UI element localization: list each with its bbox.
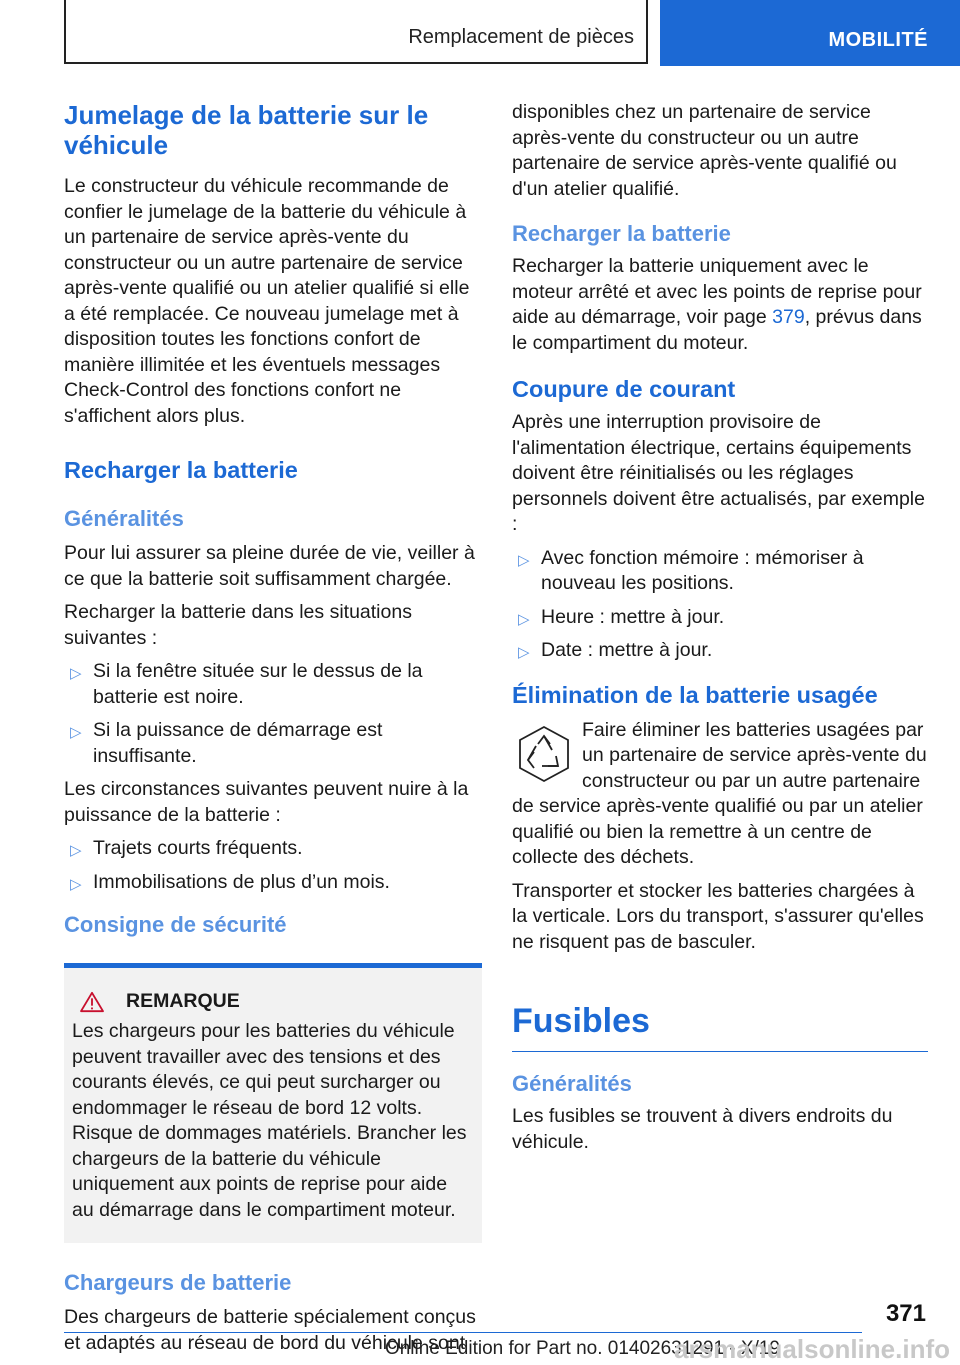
- triangle-bullet-icon: ▷: [518, 551, 530, 569]
- right-column: [512, 100, 928, 1163]
- paragraph-elimination-2: Transporter et stocker les batteries chargées à la verticale. Lors du transport, s'assurer qu'elles ne risquent pas de basculer.: [512, 879, 924, 953]
- chapter-title: Remplacement de pièces: [408, 26, 634, 48]
- list-item: ▷ Immobilisations de plus d’un mois.: [64, 870, 482, 896]
- heading-jumelage: Jumelage de la batterie sur le véhicule: [64, 100, 429, 160]
- triangle-bullet-icon: ▷: [70, 724, 82, 741]
- paragraph-continuation: disponibles chez un partenaire de service après-vente du constructeur ou un autre partenaire de service après-vente qualifié ou d'un atelier qualifié.: [512, 101, 897, 200]
- triangle-bullet-icon: ▷: [70, 665, 82, 682]
- triangle-bullet-icon: ▷: [70, 842, 82, 859]
- paragraph-generalites-1: Pour lui assurer sa pleine durée de vie, veiller à ce que la batterie soit suffisamment chargée.: [64, 542, 475, 590]
- recycle-icon: [514, 724, 574, 784]
- paragraph-chargeurs: Des chargeurs de batterie spécialement conçus et adaptés au réseau de bord du véhicule sont: [64, 1306, 476, 1354]
- page-reference-link[interactable]: 379: [772, 306, 805, 328]
- heading-recharger: Recharger la batterie: [64, 457, 298, 483]
- section-tab: [660, 0, 960, 66]
- paragraph-fusibles: Les fusibles se trouvent à divers endroits du véhicule.: [512, 1105, 893, 1153]
- heading-coupure: Coupure de courant: [512, 376, 736, 402]
- list-item: ▷ Si la puissance de démarrage est insuffisante.: [70, 719, 383, 767]
- warning-note: [64, 963, 482, 1243]
- paragraph-coupure: Après une interruption provisoire de l'alimentation électrique, certains équipements doivent être réinitialisés ou les réglages personnels doivent être actualisés, par exemple :: [512, 411, 925, 535]
- page-footer: [0, 1270, 960, 1362]
- paragraph-elimination-1: Faire éliminer les batteries usagées par un partenaire de service après-vente du constructeur ou par un autre partenaire de service après-vente qualifié ou par un atelier qualifié ou bien la remettre à un centre de collecte des déchets.: [512, 718, 927, 868]
- heading-generalites: Généralités: [64, 506, 184, 531]
- fusibles-heading-block: [512, 1001, 928, 1052]
- paragraph-recharger-2: Recharger la batterie uniquement avec le moteur arrêté et avec les points de reprise pour aide au démarrage, voir page 379, prévus dans le compartiment du moteur.: [512, 255, 922, 354]
- list-item: ▷ Date : mettre à jour.: [512, 638, 928, 664]
- watermark: arsmanualsonline.info: [674, 1334, 950, 1364]
- list-situations: [64, 659, 482, 769]
- paragraph-jumelage: Le constructeur du véhicule recommande de confier le jumelage de la batterie du véhicule à un partenaire de service après-vente du constructeur ou un autre partenaire de service après-vente qualifié ou un atelier qualifié si elle a été remplacée. Ce nouveau jumelage met à disposition toutes les fonctions confort de manière illimitée et les éventuels messages Check-Control des fonctions confort ne s'affichent alors plus.: [64, 175, 470, 427]
- heading-chargeurs: Chargeurs de batterie: [64, 1270, 292, 1295]
- elimination-block: [512, 718, 928, 879]
- list-circonstances: [64, 836, 482, 895]
- paragraph-generalites-2: Recharger la batterie dans les situations suivantes :: [64, 601, 412, 649]
- triangle-bullet-icon: ▷: [518, 610, 530, 628]
- warning-triangle-icon: [78, 991, 106, 1013]
- page-header: [0, 0, 960, 66]
- footer-divider: [64, 1332, 862, 1333]
- heading-elimination: Élimination de la batterie usagée: [512, 681, 878, 708]
- list-item: ▷ Trajets courts fréquents.: [64, 836, 482, 862]
- left-column: [64, 100, 482, 1364]
- paragraph-circonstances: Les circonstances suivantes peuvent nuire à la puissance de la batterie :: [64, 778, 469, 826]
- list-item: ▷ Si la fenêtre située sur le dessus de la batterie est noire.: [70, 660, 423, 708]
- chapter-tab: [64, 0, 648, 64]
- edition-text: Online Edition for Part no. 01402631291 - X/19: [384, 1338, 780, 1359]
- page-number: 371: [885, 1300, 926, 1327]
- list-coupure: [512, 546, 928, 664]
- note-title: REMARQUE: [72, 990, 474, 1013]
- triangle-bullet-icon: ▷: [70, 875, 82, 893]
- heading-fusibles: Fusibles: [512, 1002, 650, 1040]
- heading-recharger-2: Recharger la batterie: [512, 221, 731, 246]
- heading-consigne: Consigne de sécurité: [64, 912, 287, 937]
- heading-generalites-2: Généralités: [512, 1071, 632, 1096]
- note-text: Les chargeurs pour les batteries du véhicule peuvent travailler avec des tensions et des courants élevés, ce qui peut surcharger ou endommager le réseau de bord 12 volts. Risque de dommages matériels. Brancher les chargeurs de la batterie du véhicule uniquement aux points de reprise pour aide au démarrage dans le compartiment moteur.: [72, 1020, 467, 1221]
- section-title: MOBILITÉ: [828, 29, 928, 51]
- list-item: ▷ Avec fonction mémoire : mémoriser à nouveau les positions.: [518, 546, 864, 594]
- list-item: ▷ Heure : mettre à jour.: [512, 605, 928, 631]
- triangle-bullet-icon: ▷: [518, 644, 530, 661]
